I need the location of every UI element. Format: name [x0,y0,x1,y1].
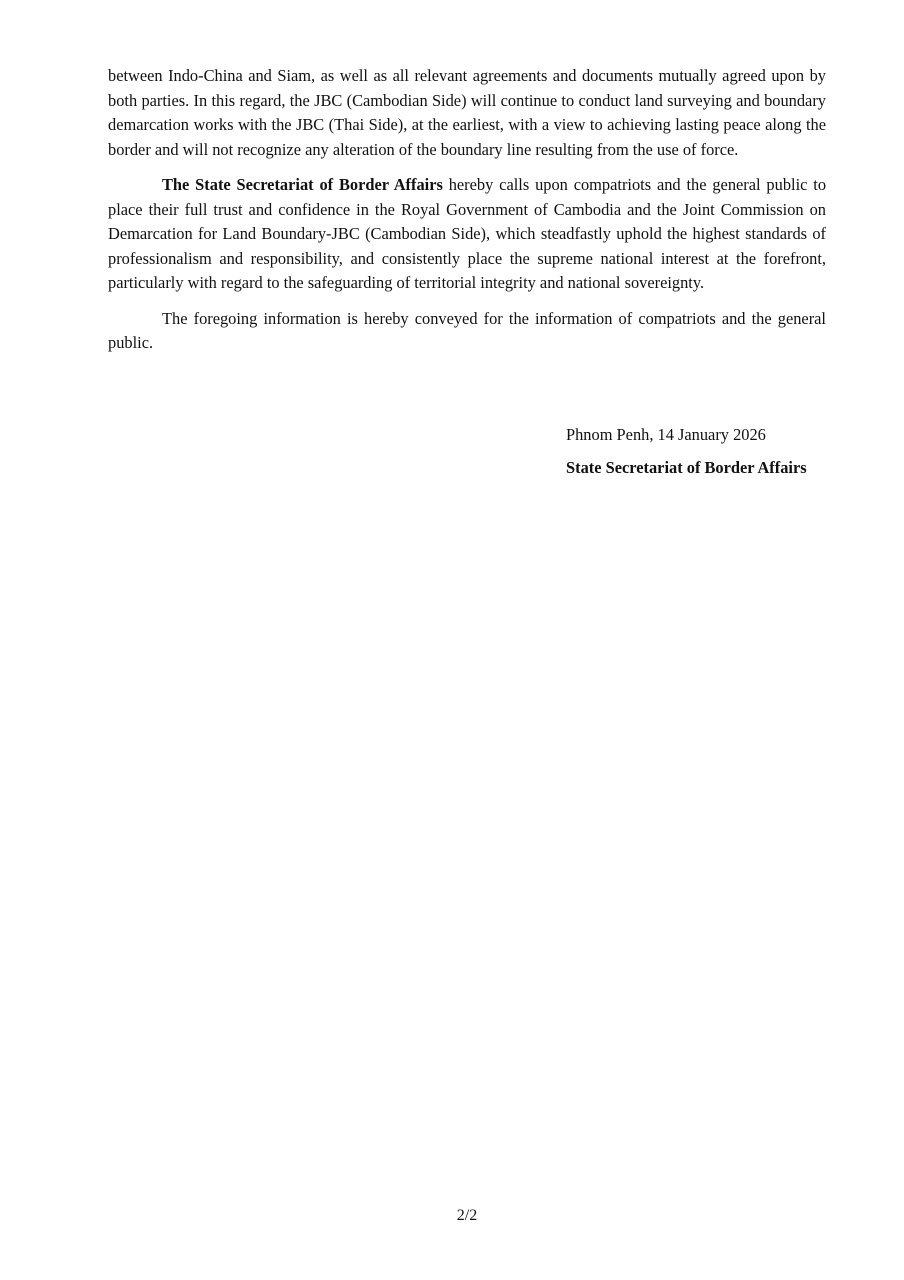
document-body [108,64,826,367]
signature-block [566,423,807,480]
place-date: Phnom Penh, 14 January 2026 [566,425,766,444]
paragraph-appeal-text: hereby calls upon compatriots and the general public to place their full trust and confidence in the Royal Government of Cambodia and the Joint Commission on Demarcation for Land Boundary-JBC (Cambodian Side), which steadfastly uphold the highest standards of professionalism and responsibility, and consistently place the supreme national interest at the forefront, particularly with regard to the safeguarding of territorial integrity and national sovereignty. [108,175,827,292]
paragraph-appeal [108,173,826,296]
paragraph-closing: The foregoing information is hereby conveyed for the information of compatriots and the general public. [108,308,826,352]
paragraph-continuation: between Indo-China and Siam, as well as all relevant agreements and documents mutually agreed upon by both parties. In this regard, the JBC (Cambodian Side) will continue to conduct land surveying and boundary demarcation works with the JBC (Thai Side), at the earliest, with a view to achieving lasting peace along the border and will not recognize any alteration of the boundary line resulting from the use of force. [108,66,826,159]
page-number: 2/2 [456,1207,478,1224]
signing-organization: State Secretariat of Border Affairs [566,458,807,477]
paragraph-appeal-lead: The State Secretariat of Border Affairs [162,175,443,194]
